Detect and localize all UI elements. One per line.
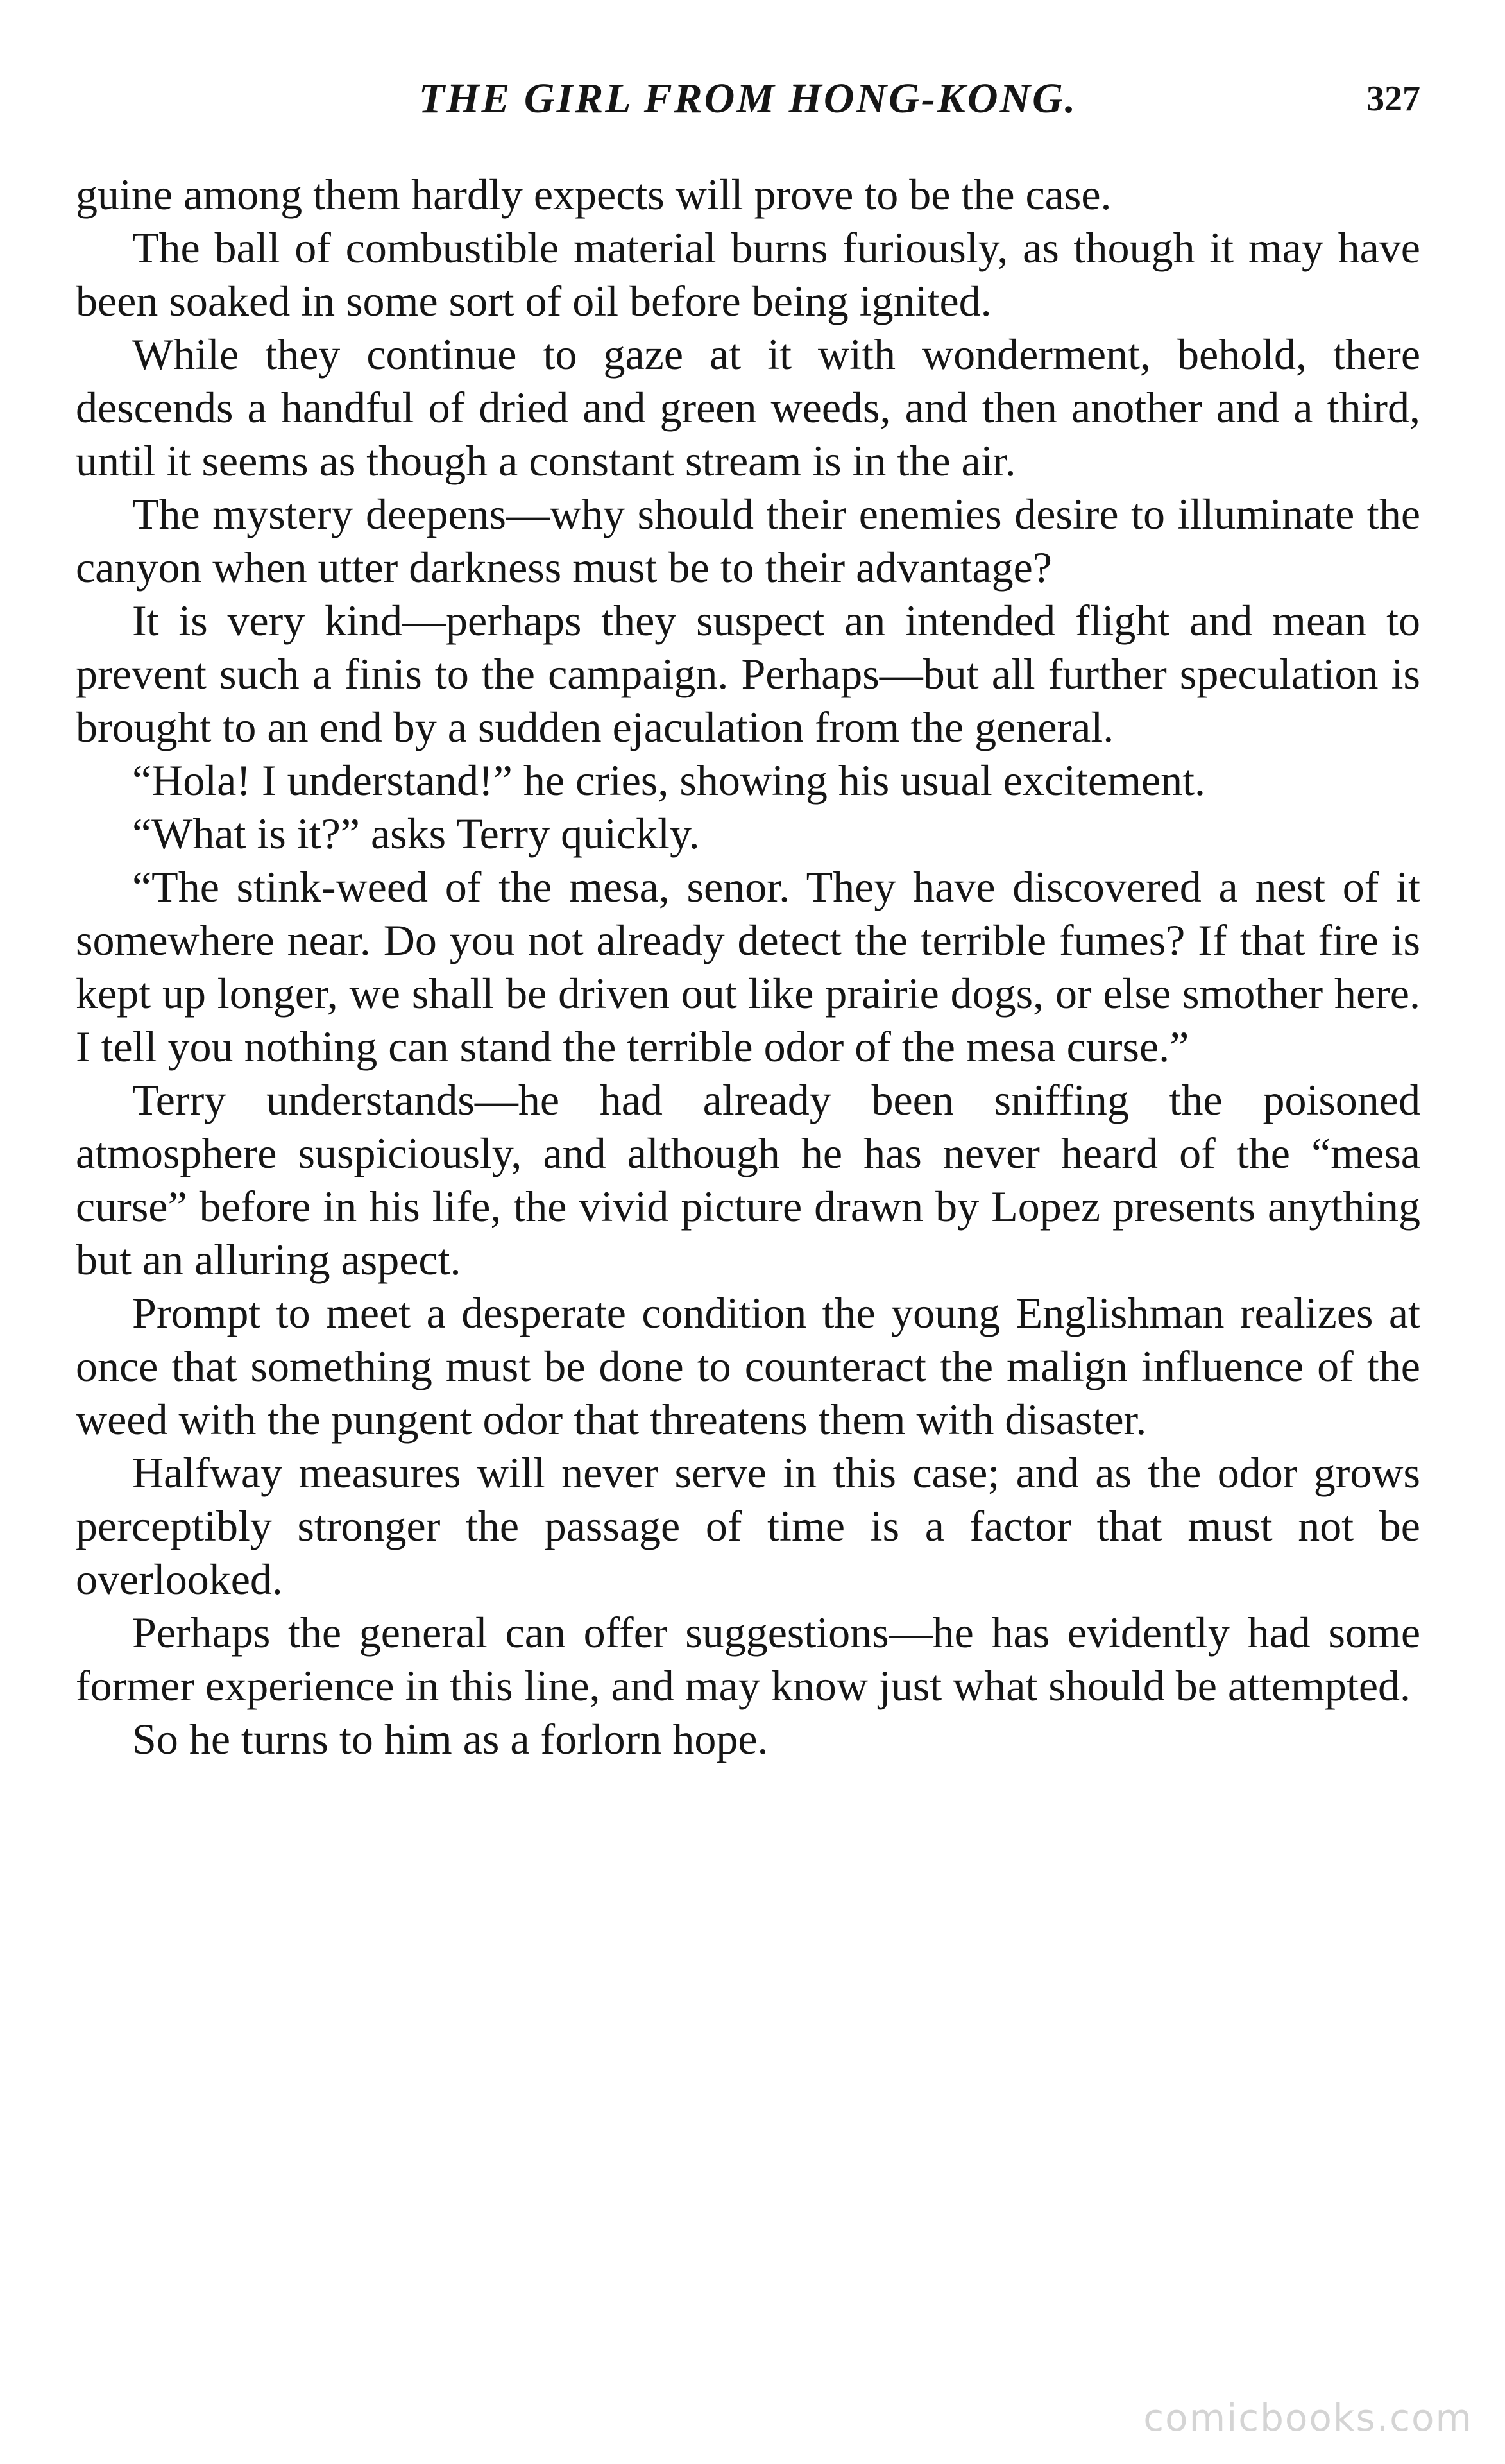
paragraph: It is very kind—perhaps they suspect an intended flight and mean to prevent such a finis to the campaign. Perhaps—but all further speculation is brought to an end by a sudden ejaculation from the general. bbox=[76, 596, 1420, 751]
paragraph: Halfway measures will never serve in this case; and as the odor grows perceptibly stronger the passage of time is a factor that must not be overlooked. bbox=[76, 1448, 1420, 1604]
running-title: THE GIRL FROM HONG-KONG. bbox=[418, 75, 1078, 122]
paragraph: So he turns to him as a forlorn hope. bbox=[132, 1715, 769, 1763]
book-page bbox=[76, 0, 1420, 2464]
body-text bbox=[76, 168, 1420, 1766]
paragraph: Prompt to meet a desperate condition the young Englishman realizes at once that something must be done to counteract the malign influence of the weed with the pungent odor that threatens them with disaster. bbox=[76, 1288, 1420, 1444]
paragraph: While they continue to gaze at it with wonderment, behold, there descends a handful of dried and green weeds, and then another and a third, until it seems as though a constant stream is in the air. bbox=[76, 330, 1420, 485]
paragraph-continued: guine among them hardly expects will prove to be the case. bbox=[76, 170, 1112, 219]
paragraph: “Hola! I understand!” he cries, showing his usual excitement. bbox=[132, 756, 1206, 805]
paragraph: Terry understands—he had already been sniffing the poisoned atmosphere suspiciously, and although he has never heard of the “mesa curse” before in his life, the vivid picture drawn by Lopez presents anything but an alluring aspect. bbox=[76, 1075, 1420, 1284]
paragraph: “The stink-weed of the mesa, senor. They have discovered a nest of it somewhere near. Do you not already detect the terrible fumes? If that fire is kept up longer, we shall be driven out like prairie dogs, or else smother here. I tell you nothing can stand the terrible odor of the mesa curse.” bbox=[76, 862, 1420, 1071]
page-number: 327 bbox=[1366, 79, 1420, 119]
paragraph: The ball of combustible material burns furiously, as though it may have been soaked in some sort of oil before being ignited. bbox=[76, 223, 1420, 325]
paragraph: The mystery deepens—why should their enemies desire to illuminate the canyon when utter darkness must be to their advantage? bbox=[76, 490, 1420, 592]
paragraph: Perhaps the general can offer suggestions—he has evidently had some former experience in this line, and may know just what should be attempted. bbox=[76, 1608, 1420, 1710]
watermark: comicbooks.com bbox=[1143, 2396, 1473, 2440]
running-head bbox=[76, 67, 1420, 131]
paragraph: “What is it?” asks Terry quickly. bbox=[132, 809, 700, 858]
